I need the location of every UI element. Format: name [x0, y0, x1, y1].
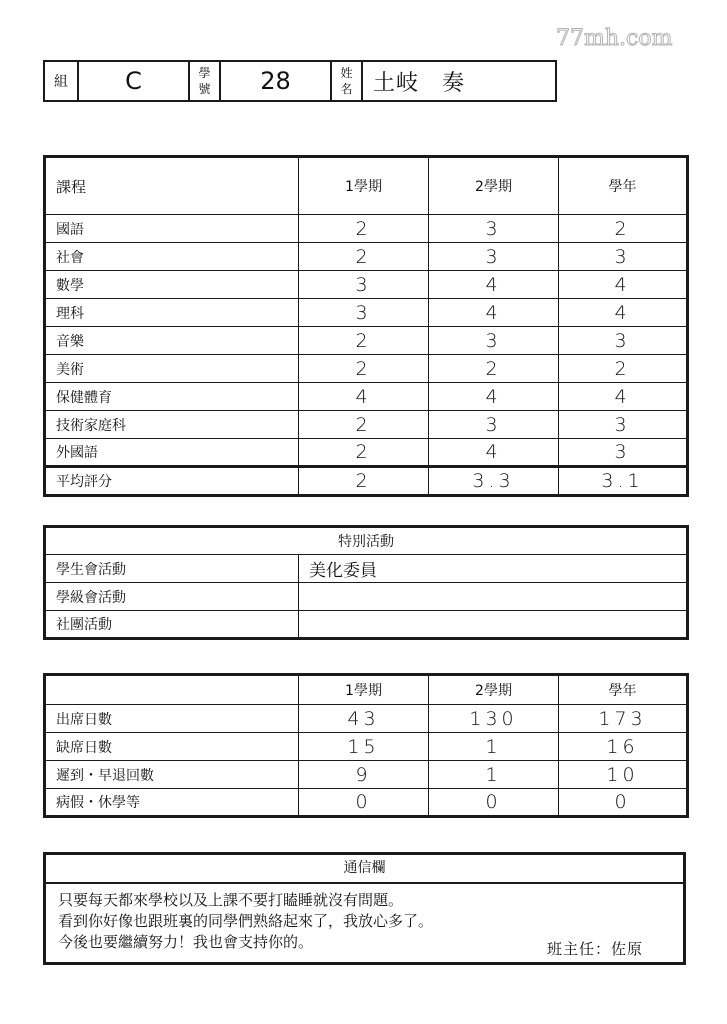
- table-row: [45, 271, 688, 299]
- grade-term2: 3: [429, 411, 559, 439]
- grade-term2: 3: [429, 215, 559, 243]
- grade-term1: 2: [299, 215, 429, 243]
- notes-line: 看到你好像也跟班裏的同學們熟絡起來了，我放心多了。: [58, 912, 434, 930]
- notes-title: 通信欄: [46, 855, 683, 884]
- attendance-term1: 43: [299, 705, 429, 733]
- subject-name: 技術家庭科: [45, 411, 299, 439]
- grade-term1: 3: [299, 299, 429, 327]
- grade-term2: 4: [429, 271, 559, 299]
- name-label-top: 姓: [340, 66, 353, 80]
- grade-term2: 4: [429, 383, 559, 411]
- table-row: [45, 355, 688, 383]
- subject-name: 保健體育: [45, 383, 299, 411]
- table-row: [45, 383, 688, 411]
- attendance-table: [43, 673, 689, 818]
- attendance-header-row: [45, 675, 688, 705]
- column-header: [45, 675, 299, 705]
- column-header: 1學期: [299, 675, 429, 705]
- table-row: [45, 439, 688, 467]
- grade-term2: 4: [429, 439, 559, 467]
- student-name-value: 土岐 奏: [373, 70, 466, 96]
- class-value: C: [79, 62, 190, 100]
- teacher-notes-box: [43, 852, 686, 965]
- average-term2: 3.3: [429, 467, 559, 496]
- class-label: 組: [45, 62, 79, 100]
- seat-label-top: 學: [198, 66, 211, 80]
- name-label-bottom: 名: [340, 82, 353, 96]
- table-row: [45, 733, 688, 761]
- grade-year: 3: [559, 327, 688, 355]
- notes-line: 只要每天都來學校以及上課不要打瞌睡就沒有問題。: [58, 891, 404, 909]
- grade-term2: 4: [429, 299, 559, 327]
- grade-year: 4: [559, 383, 688, 411]
- attendance-year: 0: [559, 789, 688, 817]
- attendance-label: 遲到・早退回數: [45, 761, 299, 789]
- table-row: [45, 789, 688, 817]
- grade-year: 2: [559, 215, 688, 243]
- subject-name: 社會: [45, 243, 299, 271]
- grade-term1: 2: [299, 243, 429, 271]
- table-row: [45, 215, 688, 243]
- activity-value: [299, 583, 688, 611]
- table-row: [45, 411, 688, 439]
- attendance-term1: 15: [299, 733, 429, 761]
- notes-line: 今後也要繼續努力！我也會支持你的。: [58, 933, 314, 951]
- table-row: [45, 299, 688, 327]
- attendance-term2: 1: [429, 761, 559, 789]
- watermark: 77mh.com: [556, 26, 673, 51]
- table-row: [45, 705, 688, 733]
- attendance-term2: 1: [429, 733, 559, 761]
- grade-term1: 2: [299, 439, 429, 467]
- grade-year: 3: [559, 439, 688, 467]
- attendance-term2: 130: [429, 705, 559, 733]
- subject-name: 外國語: [45, 439, 299, 467]
- average-year: 3.1: [559, 467, 688, 496]
- grade-term2: 3: [429, 327, 559, 355]
- special-activities-table: [43, 525, 689, 640]
- name-label: [332, 62, 363, 100]
- grades-header-row: [45, 157, 688, 215]
- column-header: 學年: [559, 157, 688, 215]
- grade-term1: 4: [299, 383, 429, 411]
- seat-label-bottom: 號: [198, 82, 211, 96]
- grade-year: 4: [559, 299, 688, 327]
- attendance-year: 173: [559, 705, 688, 733]
- column-header: 課程: [45, 157, 299, 215]
- column-header: 2學期: [429, 675, 559, 705]
- activity-label: 社團活動: [45, 611, 299, 639]
- column-header: 學年: [559, 675, 688, 705]
- table-row: [45, 583, 688, 611]
- seat-number-value: 28: [221, 62, 332, 100]
- table-row: [45, 243, 688, 271]
- grade-term1: 2: [299, 411, 429, 439]
- grade-term2: 2: [429, 355, 559, 383]
- activities-header-row: [45, 527, 688, 555]
- subject-name: 美術: [45, 355, 299, 383]
- grade-term1: 2: [299, 327, 429, 355]
- table-row: [45, 611, 688, 639]
- notes-body: [46, 884, 683, 958]
- attendance-label: 出席日數: [45, 705, 299, 733]
- activity-value: [299, 611, 688, 639]
- grade-year: 3: [559, 411, 688, 439]
- average-label: 平均評分: [45, 467, 299, 496]
- attendance-term2: 0: [429, 789, 559, 817]
- table-row: [45, 555, 688, 583]
- student-info-bar: [43, 60, 557, 102]
- grade-term1: 3: [299, 271, 429, 299]
- attendance-term1: 9: [299, 761, 429, 789]
- attendance-label: 缺席日數: [45, 733, 299, 761]
- grade-term1: 2: [299, 355, 429, 383]
- table-row: [45, 327, 688, 355]
- table-row: [45, 761, 688, 789]
- subject-name: 數學: [45, 271, 299, 299]
- grade-year: 2: [559, 355, 688, 383]
- activity-label: 學級會活動: [45, 583, 299, 611]
- column-header: 1學期: [299, 157, 429, 215]
- activity-value: 美化委員: [299, 555, 688, 583]
- activities-title: 特別活動: [45, 527, 688, 555]
- grade-term2: 3: [429, 243, 559, 271]
- grade-year: 4: [559, 271, 688, 299]
- average-term1: 2: [299, 467, 429, 496]
- average-row: [45, 467, 688, 496]
- seat-number-label: [190, 62, 221, 100]
- subject-name: 理科: [45, 299, 299, 327]
- attendance-term1: 0: [299, 789, 429, 817]
- subject-name: 國語: [45, 215, 299, 243]
- teacher-signature: 班主任：佐原: [546, 940, 643, 958]
- grade-year: 3: [559, 243, 688, 271]
- column-header: 2學期: [429, 157, 559, 215]
- subject-name: 音樂: [45, 327, 299, 355]
- attendance-year: 10: [559, 761, 688, 789]
- attendance-label: 病假・休學等: [45, 789, 299, 817]
- activity-label: 學生會活動: [45, 555, 299, 583]
- grades-table: [43, 155, 689, 497]
- attendance-year: 16: [559, 733, 688, 761]
